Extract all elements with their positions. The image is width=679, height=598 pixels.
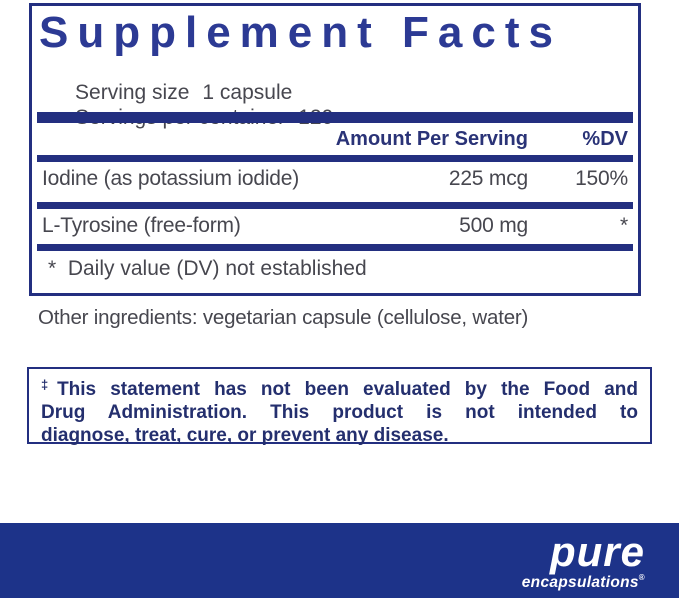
divider-rule <box>37 155 633 162</box>
table-header-row <box>32 127 638 151</box>
ingredient-name: L-Tyrosine (free-form) <box>42 214 241 237</box>
header-percent-dv: %DV <box>582 128 628 150</box>
disclaimer-text: This statement has not been evaluated by the Food and <box>57 379 638 400</box>
logo-wordmark-pure: pure <box>549 528 645 575</box>
logo-wordmark-encapsulations <box>522 573 645 592</box>
table-row-iodine <box>32 166 638 192</box>
ingredient-dv: 150% <box>575 167 628 190</box>
ingredient-dv: * <box>620 214 628 237</box>
brand-band <box>0 523 679 598</box>
ingredient-amount: 225 mcg <box>448 167 528 190</box>
daily-value-footnote: * Daily value (DV) not established <box>48 257 367 280</box>
ingredient-name: Iodine (as potassium iodide) <box>42 167 300 190</box>
divider-rule <box>37 202 633 209</box>
supplement-facts-panel <box>29 3 641 296</box>
divider-rule <box>37 244 633 251</box>
disclaimer-line-1 <box>41 373 638 401</box>
serving-size-label: Serving size <box>75 81 190 104</box>
registered-trademark-mark: ® <box>638 572 645 582</box>
panel-title: Supplement Facts <box>39 8 562 57</box>
serving-size-value: 1 capsule <box>202 81 293 104</box>
double-dagger-mark: ‡ <box>41 377 58 392</box>
pure-encapsulations-logo <box>521 528 645 592</box>
divider-thick-rule <box>37 112 633 123</box>
table-row-l-tyrosine <box>32 213 638 239</box>
ingredient-amount: 500 mg <box>459 214 528 237</box>
header-amount-per-serving: Amount Per Serving <box>335 128 528 150</box>
disclaimer-line-3: diagnose, treat, cure, or prevent any disease. <box>41 425 449 446</box>
logo-text: encapsulations <box>521 573 639 591</box>
fda-disclaimer-box <box>27 367 652 444</box>
other-ingredients-line: Other ingredients: vegetarian capsule (cellulose, water) <box>38 306 529 329</box>
disclaimer-line-2: Drug Administration. This product is not intended to <box>41 402 638 423</box>
